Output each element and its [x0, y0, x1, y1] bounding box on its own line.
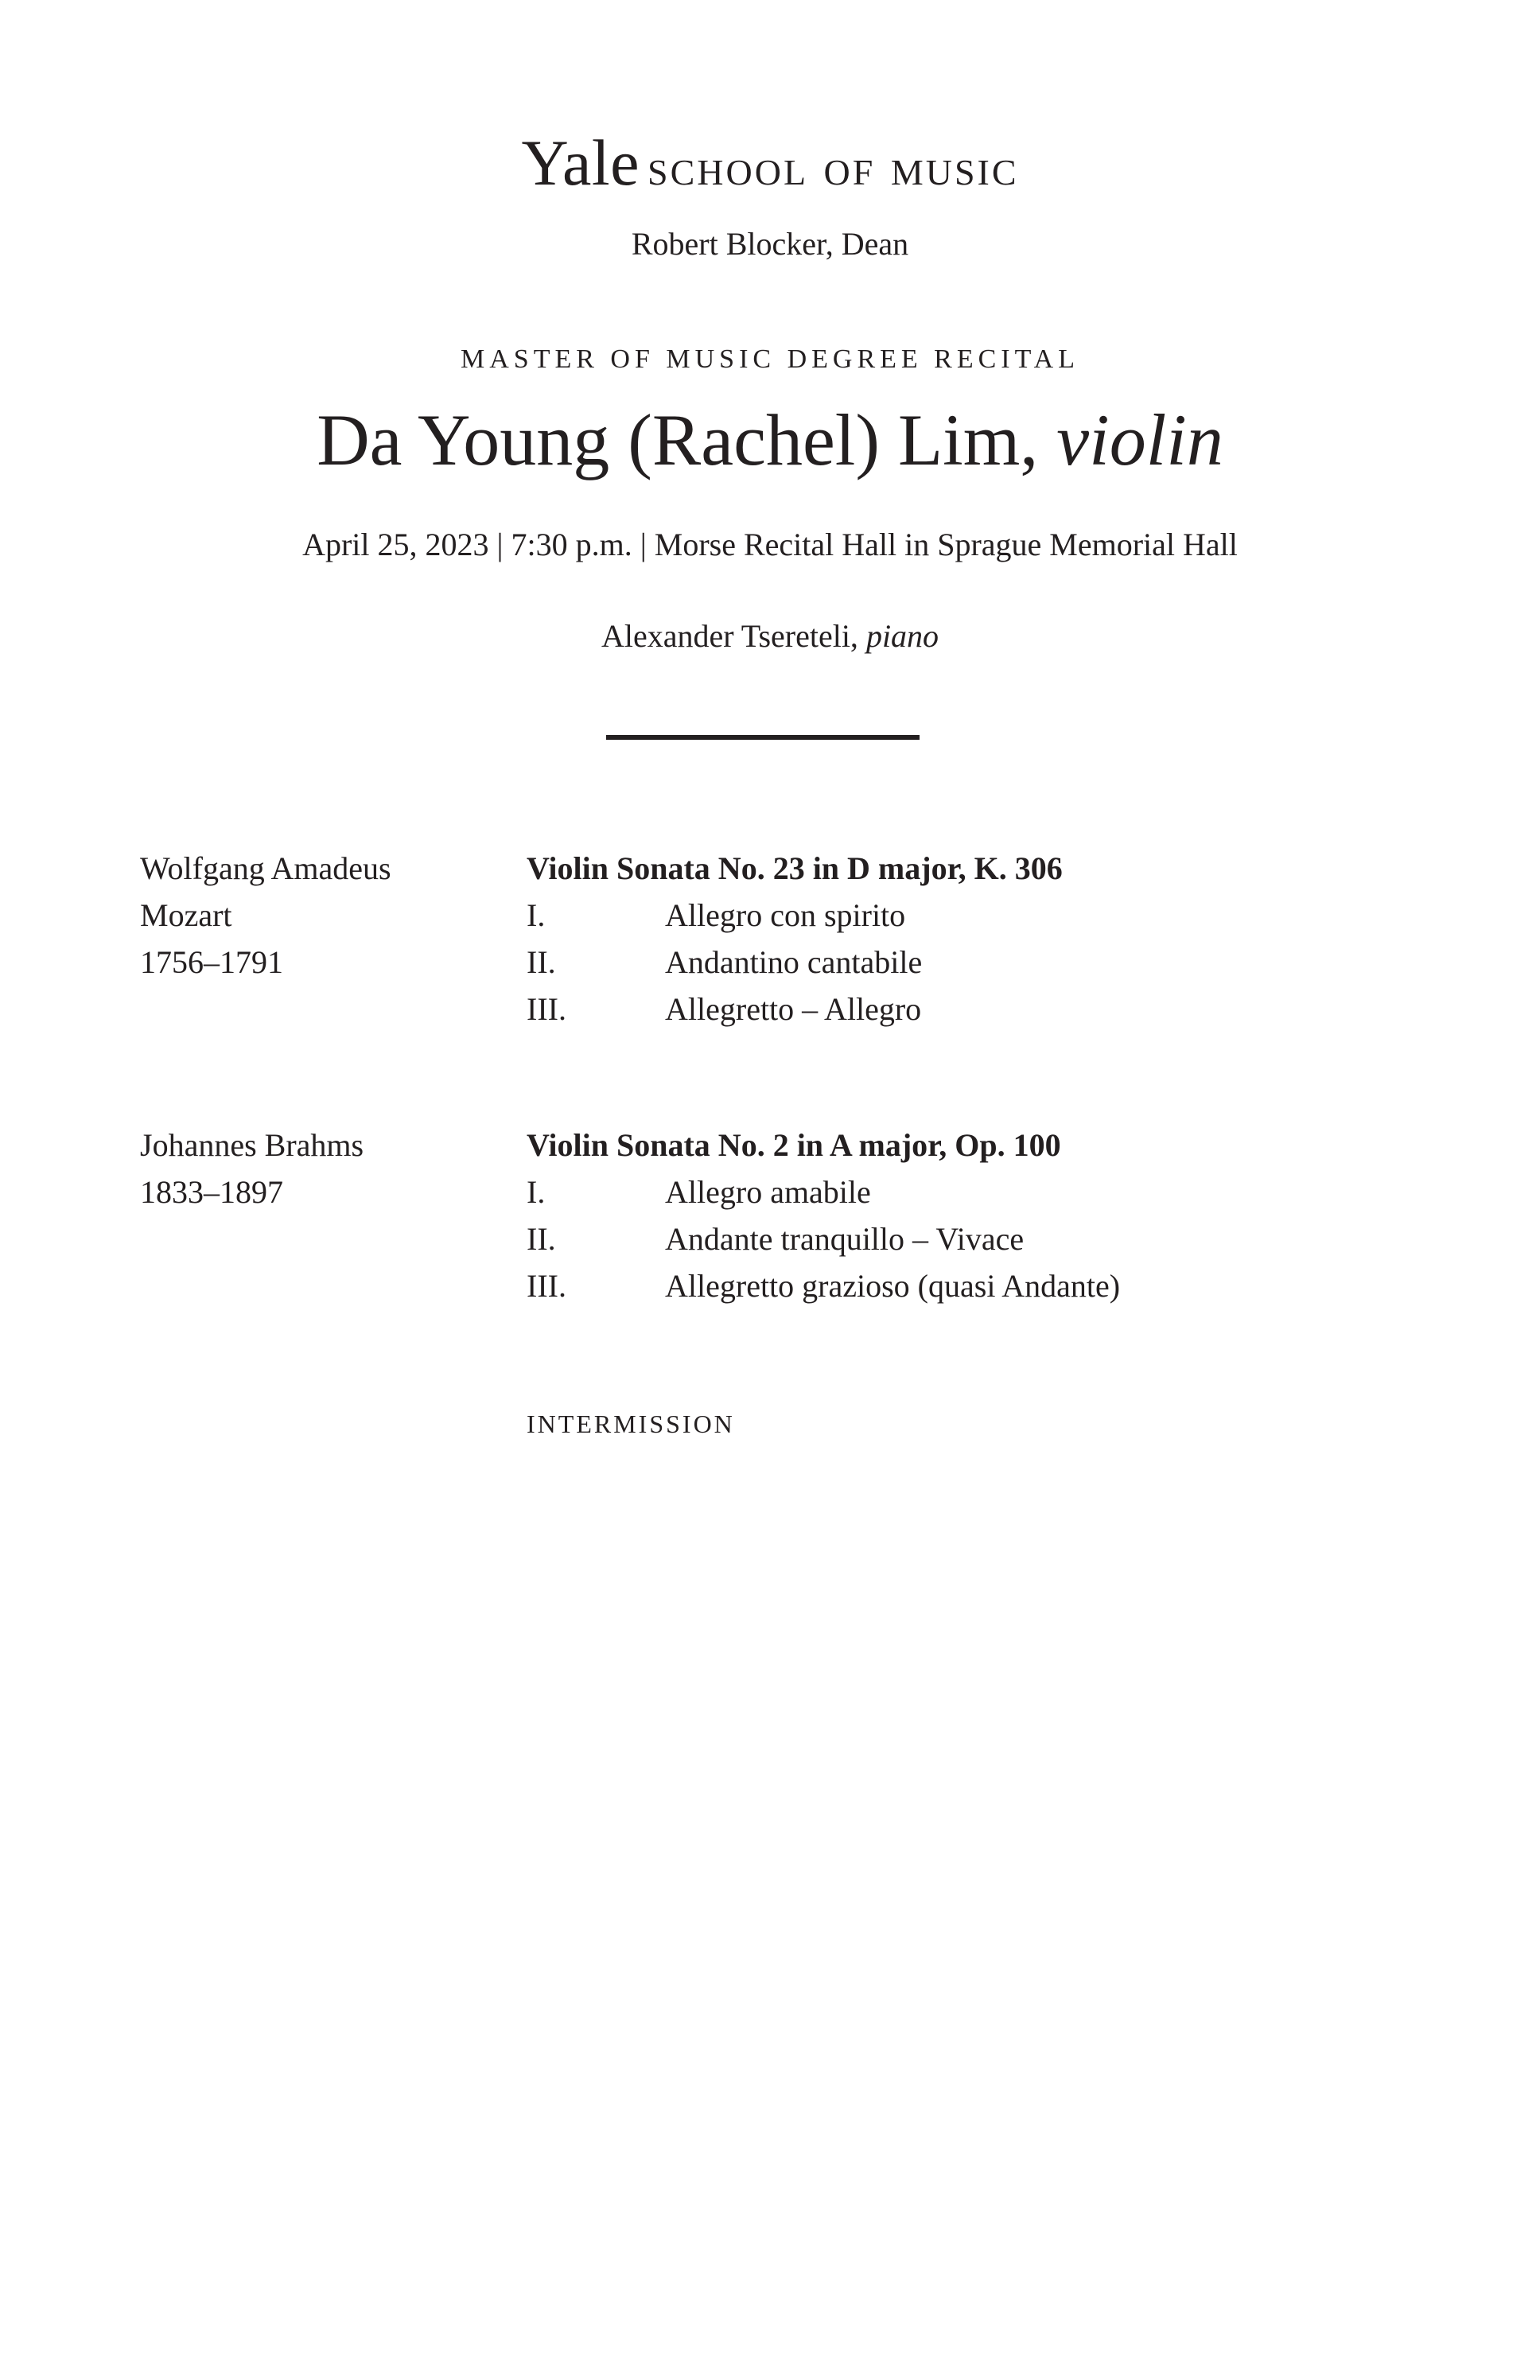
school-header — [0, 123, 1540, 208]
composer-dates: 1756–1791 — [140, 944, 283, 980]
performer-instrument: violin — [1056, 399, 1223, 480]
movement-name: Allegretto – Allegro — [665, 991, 922, 1027]
movement-name: Allegro con spirito — [665, 897, 906, 933]
work-title: Violin Sonata No. 2 in A major, Op. 100 — [527, 1127, 1061, 1163]
movement — [527, 939, 1402, 986]
movement-name: Andantino cantabile — [665, 944, 923, 980]
collaborator-role: piano — [865, 618, 939, 654]
yale-wordmark: Yale — [521, 126, 640, 199]
movement-name: Allegretto grazioso (quasi Andante) — [665, 1268, 1121, 1304]
movement-number: II. — [527, 944, 556, 980]
recital-type: MASTER OF MUSIC DEGREE RECITAL — [461, 344, 1079, 374]
movement — [527, 892, 1402, 939]
school-of-music-wordmark: school of music — [648, 138, 1019, 196]
composer-line: Mozart — [140, 897, 232, 933]
dean-line: Robert Blocker, Dean — [631, 226, 909, 262]
divider-rule — [606, 735, 920, 740]
work-title: Violin Sonata No. 23 in D major, K. 306 — [527, 850, 1063, 886]
work — [527, 1122, 1402, 1309]
performer-heading — [0, 396, 1540, 484]
composer-line: Johannes Brahms — [140, 1127, 364, 1163]
event-info: April 25, 2023 | 7:30 p.m. | Morse Recital Hall in Sprague Memorial Hall — [302, 527, 1238, 562]
intermission-label: INTERMISSION — [527, 1410, 735, 1438]
composer-line: Wolfgang Amadeus — [140, 850, 391, 886]
composer-info — [140, 845, 506, 986]
collaborator-line — [0, 616, 1540, 656]
movement-number: I. — [527, 1174, 546, 1210]
movement-number: III. — [527, 991, 566, 1027]
work — [527, 845, 1402, 1032]
composer-info — [140, 1122, 506, 1215]
movement — [527, 1169, 1402, 1215]
movement-number: I. — [527, 897, 546, 933]
movement-number: II. — [527, 1221, 556, 1257]
movement-name: Allegro amabile — [665, 1174, 871, 1210]
movement-number: III. — [527, 1268, 566, 1304]
collaborator-name: Alexander Tsereteli, — [601, 618, 858, 654]
movement — [527, 986, 1402, 1032]
performer-name: Da Young (Rachel) Lim, — [317, 399, 1039, 480]
movement-name: Andante tranquillo – Vivace — [665, 1221, 1025, 1257]
movement — [527, 1262, 1402, 1309]
composer-dates: 1833–1897 — [140, 1174, 283, 1210]
movement — [527, 1215, 1402, 1262]
